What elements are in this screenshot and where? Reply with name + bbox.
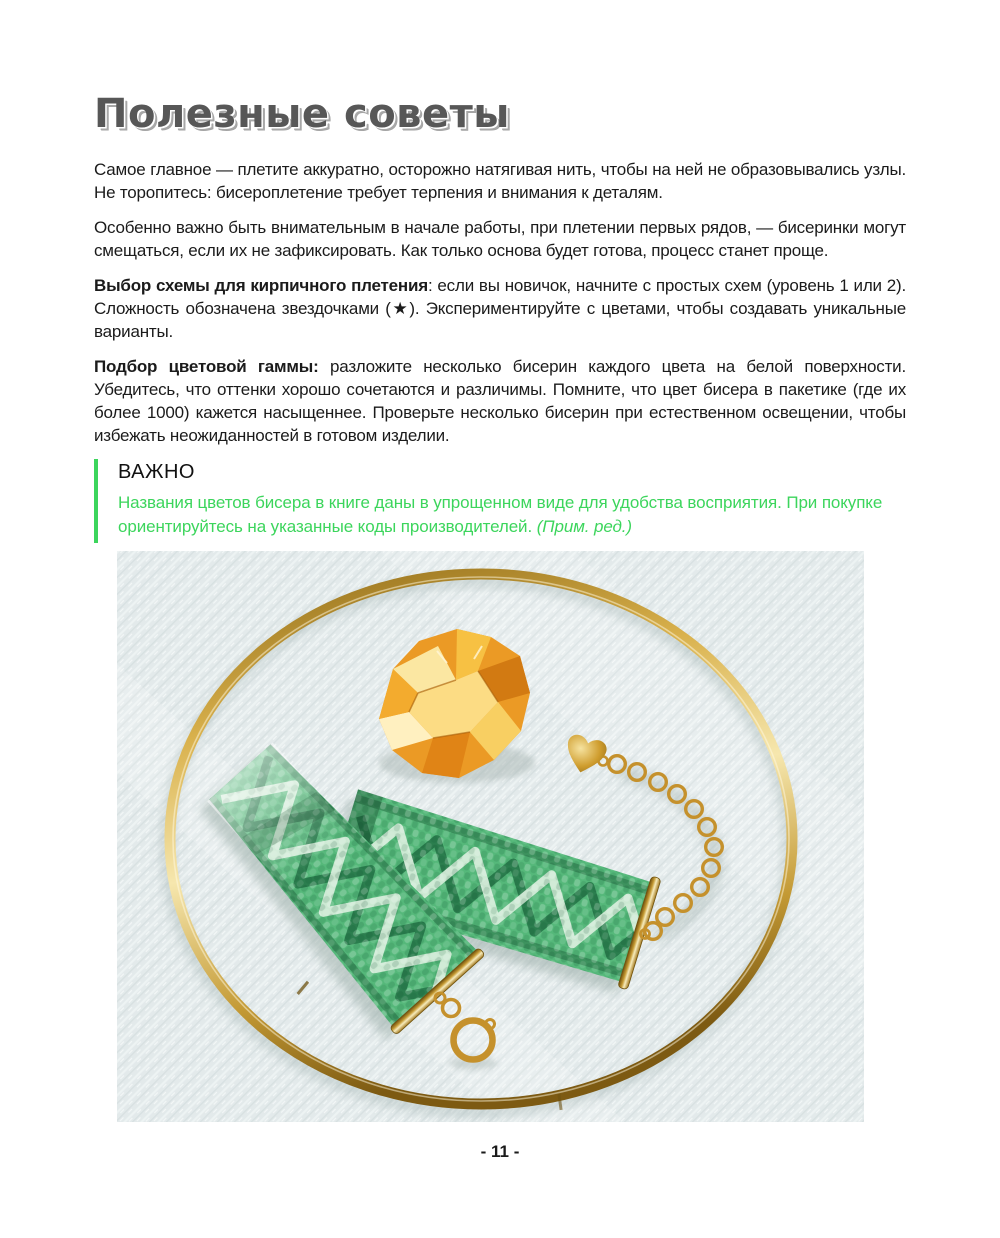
paragraph-3-text: : если вы новичок, начните с простых схем (уровень 1 или 2). Сложность обозначена звездочками (★). Экспериментируйте с цветами, чтобы создавать уникальные варианты.: [94, 276, 906, 341]
important-body: [118, 491, 906, 539]
paragraph-2-text: Особенно важно быть внимательным в начале работы, при плетении первых рядов, — бисеринки могут смещаться, если их не зафиксировать. Как только основа будет готова, процесс станет проще.: [94, 218, 906, 260]
important-heading: ВАЖНО: [118, 461, 195, 483]
paragraph-2: [94, 216, 906, 262]
paragraph-3: [94, 274, 906, 343]
bracelet-photo: [117, 551, 864, 1122]
important-body-text: Названия цветов бисера в книге даны в упрощенном виде для удобства восприятия. При покупке ориентируйтесь на указанные коды производителей.: [118, 493, 883, 536]
photo-container: [117, 551, 864, 1122]
page-number: - 11 -: [480, 1142, 520, 1161]
page-content: [94, 91, 906, 1122]
paragraph-1-text: Самое главное — плетите аккуратно, осторожно натягивая нить, чтобы на ней не образовывались узлы. Не торопитесь: бисероплетение требует терпения и внимания к деталям.: [94, 160, 906, 202]
paragraph-4: [94, 355, 906, 447]
paragraph-3-lead: Выбор схемы для кирпичного плетения: [94, 276, 428, 295]
editor-note: (Прим. ред.): [536, 517, 632, 536]
paragraph-4-text: разложите несколько бисерин каждого цвета на белой поверхности. Убедитесь, что оттенки хорошо сочетаются и различимы. Помните, что цвет бисера в пакетике (где их более 1000) кажется насыщеннее. Проверьте несколько бисерин при естественном освещении, чтобы избежать неожиданностей в готовом изделии.: [94, 357, 906, 445]
page-title: Полезные советы: [94, 91, 510, 137]
paragraph-4-lead: Подбор цветовой гаммы:: [94, 357, 319, 376]
paragraph-1: [94, 158, 906, 204]
important-note-box: [94, 459, 906, 543]
